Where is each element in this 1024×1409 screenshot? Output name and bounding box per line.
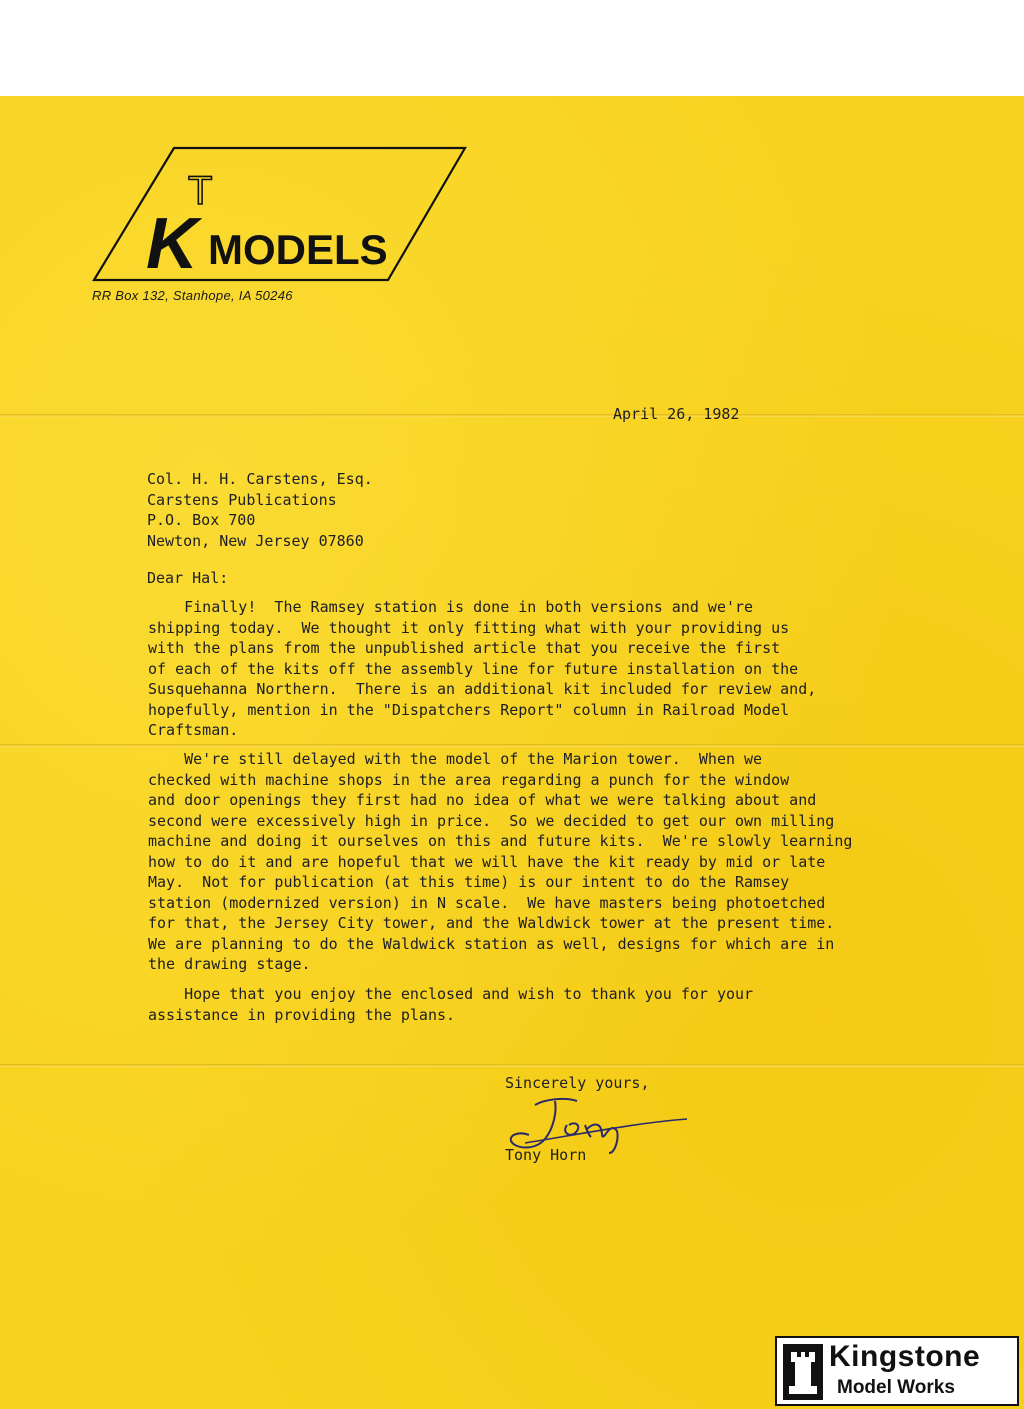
signer-name: Tony Horn [505, 1146, 587, 1164]
tk-models-logo [92, 146, 468, 282]
rook-tower-icon [783, 1344, 823, 1400]
logo-letter-t: T [188, 169, 213, 213]
letter-paragraph: Finally! The Ramsey station is done in both versions and we're shipping today. We thought it only fitting what with your providing us with the plans from the unpublished article that you receive the first of each of the kits off the assembly line for future installation on the Susquehanna Northern. There is an additional kit included for review and, hopefully, mention in the "Dispatchers Report" column in Railroad Model Craftsman. [148, 598, 817, 739]
kingstone-watermark [775, 1336, 1019, 1406]
recipient-address: Col. H. H. Carstens, Esq. Carstens Publications P.O. Box 700 Newton, New Jersey 07860 [147, 470, 373, 550]
watermark-subtitle: Model Works [837, 1377, 955, 1398]
salutation: Dear Hal: [147, 569, 229, 587]
paper-fold-line [0, 1064, 1024, 1067]
letter-paragraph: Hope that you enjoy the enclosed and wish to thank you for your assistance in providing the plans. [148, 985, 754, 1024]
letterhead-address: RR Box 132, Stanhope, IA 50246 [92, 288, 293, 303]
letter-date: April 26, 1982 [613, 405, 740, 423]
watermark-name: Kingstone [829, 1340, 981, 1373]
paper-fold-line [0, 744, 1024, 747]
letter-paragraph: We're still delayed with the model of the Marion tower. When we checked with machine shops in the area regarding a punch for the window and door openings they first had no idea of what we were talking about and second were excessively high in price. So we decided to get our own milling machine and doing it ourselves on this and future kits. We're slowly learning how to do it and are hopeful that we will have the kit ready by mid or late May. Not for publication (at this time) is our intent to do the Ramsey station (modernized version) in N scale. We have masters being photoetched for that, the Jersey City tower, and the Waldwick tower at the present time. We are planning to do the Waldwick station as well, designs for which are in the drawing stage. [148, 750, 853, 973]
paper-fold-line [0, 414, 1024, 417]
logo-letter-k: K [146, 204, 198, 282]
logo-wordmark: MODELS [208, 226, 388, 273]
closing: Sincerely yours, [505, 1074, 650, 1092]
